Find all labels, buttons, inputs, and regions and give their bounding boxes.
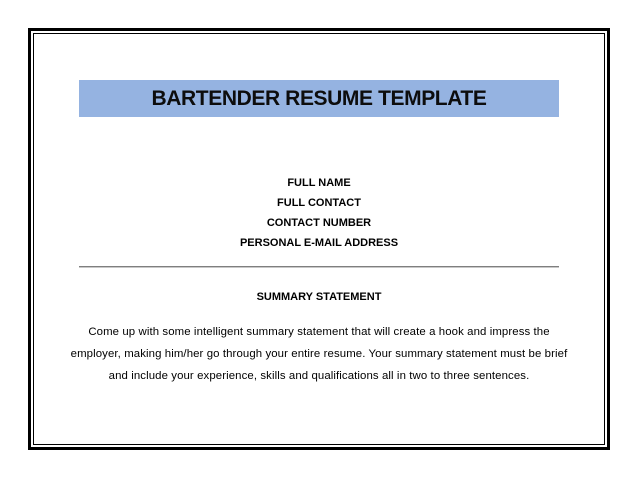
page-title: BARTENDER RESUME TEMPLATE xyxy=(151,87,487,110)
contact-block xyxy=(79,173,559,253)
section-divider xyxy=(79,266,559,267)
full-contact-line: FULL CONTACT xyxy=(277,197,361,209)
summary-heading: SUMMARY STATEMENT xyxy=(256,291,382,303)
summary-body: Come up with some intelligent summary statement that will create a hook and impress the employer, making him/her go through your entire resume. Your summary statement must be brief and include your experience, skills and qualifications all in two to three sentences. xyxy=(70,326,568,382)
full-name-line: FULL NAME xyxy=(287,177,351,189)
email-line: PERSONAL E-MAIL ADDRESS xyxy=(239,237,399,249)
contact-number-line: CONTACT NUMBER xyxy=(266,217,372,229)
